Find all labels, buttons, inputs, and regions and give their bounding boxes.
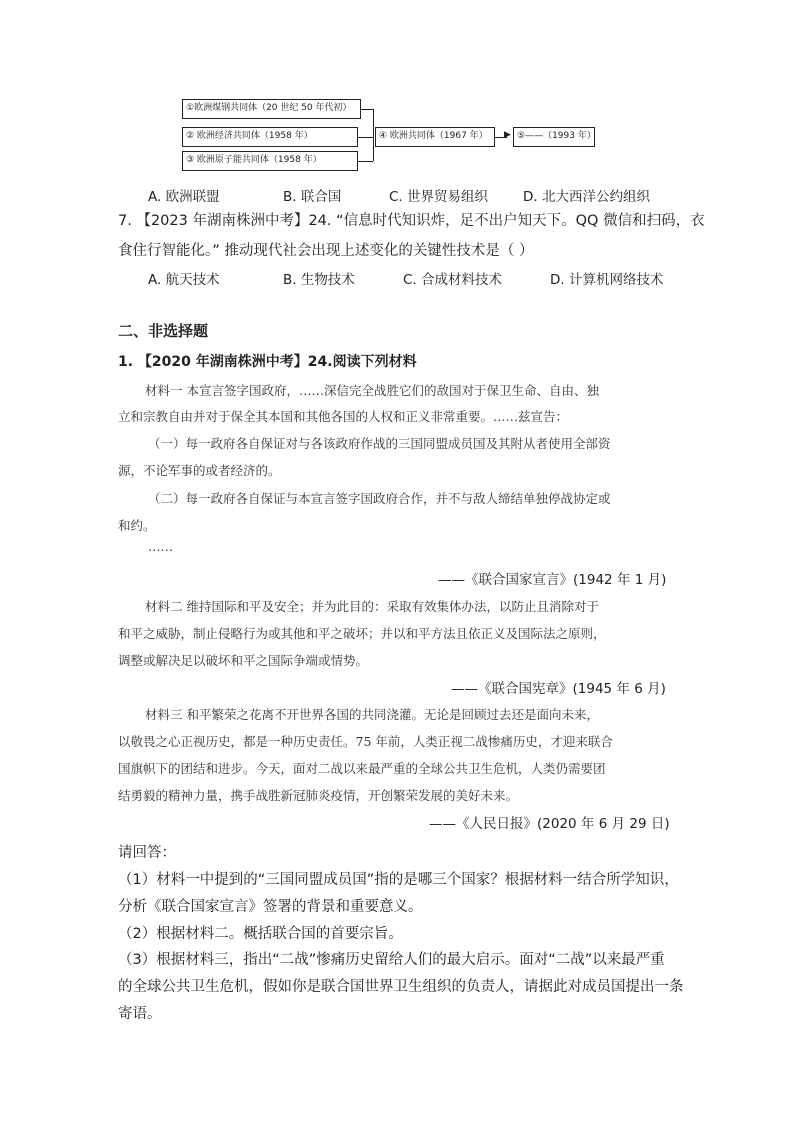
material2-line-3: 调整或解决足以破坏和平之国际争端或情势。	[118, 653, 369, 668]
material1-line-4: 源，不论军事的或者经济的。	[118, 463, 281, 478]
q7-option-c: C. 合成材料技术	[403, 272, 503, 288]
bracket-vertical	[373, 109, 374, 161]
q7-option-b: B. 生物技术	[283, 272, 355, 288]
bracket-top	[361, 109, 373, 110]
question-3-line-2: 的全球公共卫生危机，假如你是联合国世界卫生组织的负责人，请据此对成员国提出一条	[118, 979, 684, 995]
source-3: ——《人民日报》(2020 年 6 月 29 日)	[429, 816, 670, 832]
q7-option-a: A. 航天技术	[148, 272, 220, 288]
bracket-mid	[358, 137, 373, 138]
material3-line-3: 国旗帜下的团结和进步。今天，面对二战以来最严重的全球公共卫生危机，人类仍需要团	[118, 761, 606, 776]
material1-line-1: 材料一 本宣言签字国政府，……深信完全战胜它们的敌国对于保卫生命、自由、独	[145, 383, 599, 398]
material1-line-6: 和约。	[118, 518, 156, 533]
diagram-box-3: ③ 欧洲原子能共同体（1958 年）	[182, 151, 358, 171]
question-2: （2）根据材料二。概括联合国的首要宗旨。	[118, 926, 403, 942]
diagram-box-4: ④ 欧洲共同体（1967 年）	[375, 127, 495, 147]
diagram-box-5: ⑤——（1993 年）	[513, 127, 595, 147]
source-1: ——《联合国家宣言》(1942 年 1 月)	[438, 572, 667, 588]
q6-option-b: B. 联合国	[283, 189, 342, 205]
material3-line-4: 结勇毅的精神力量，携手战胜新冠肺炎疫情，开创繁荣发展的美好未来。	[118, 788, 519, 803]
question-3-line-3: 寄语。	[118, 1006, 162, 1022]
material1-line-2: 立和宗教自由并对于保全其本国和其他各国的人权和正义非常重要。……兹宣告：	[118, 409, 569, 424]
arrow-head-icon: ▶	[504, 130, 511, 140]
section-title: 二、非选择题	[118, 322, 209, 340]
material3-line-1: 材料三 和平繁荣之花离不开世界各国的共同浇灌。无论是回顾过去还是面向未来，	[145, 707, 599, 722]
source-2: ——《联合国宪章》(1945 年 6 月)	[451, 681, 666, 697]
q7-stem-line-2: 食住行智能化。” 推动现代社会出现上述变化的关键性技术是（ ）	[118, 243, 534, 259]
question-1-line-1: （1）材料一中提到的“三国同盟成员国”指的是哪三个国家？根据材料一结合所学知识，	[118, 872, 679, 888]
bracket-bottom	[358, 161, 373, 162]
q1-title: 1. 【2020 年湖南株洲中考】24.阅读下列材料	[118, 354, 417, 370]
diagram-box-2: ② 欧洲经济共同体（1958 年）	[182, 127, 358, 147]
q7-stem-line-1: 7. 【2023 年湖南株洲中考】24. “信息时代知识炸，足不出户知天下。QQ 微信和扫码，衣	[118, 213, 705, 229]
q6-option-d: D. 北大西洋公约组织	[523, 189, 650, 205]
material3-line-2: 以敬畏之心正视历史，都是一种历史责任。75 年前，人类正视二战惨痛历史，才迎来联合	[118, 734, 613, 749]
question-3-line-1: （3）根据材料三，指出“二战”惨痛历史留给人们的最大启示。面对“二战”以来最严重	[118, 952, 665, 968]
material1-ellipsis: ……	[148, 539, 173, 554]
question-1-line-2: 分析《联合国家宣言》签署的背景和重要意义。	[118, 899, 423, 915]
material1-line-3: （一）每一政府各自保证对与各该政府作战的三国同盟成员国及其附从者使用全部资	[148, 436, 611, 451]
diagram-box-1: ①欧洲煤钢共同体（20 世纪 50 年代初）	[182, 99, 361, 119]
answer-prompt: 请回答：	[118, 845, 176, 861]
q6-option-c: C. 世界贸易组织	[389, 189, 489, 205]
q6-option-a: A. 欧洲联盟	[148, 189, 220, 205]
material2-line-2: 和平之威胁，制止侵略行为或其他和平之破坏；并以和平方法且依正义及国际法之原则，	[118, 626, 606, 641]
material1-line-5: （二）每一政府各自保证与本宣言签字国政府合作，并不与敌人缔结单独停战协定或	[148, 491, 611, 506]
material2-line-1: 材料二 维持国际和平及安全；并为此目的：采取有效集体办法，以防止且消除对于	[145, 599, 599, 614]
q7-option-d: D. 计算机网络技术	[550, 272, 664, 288]
